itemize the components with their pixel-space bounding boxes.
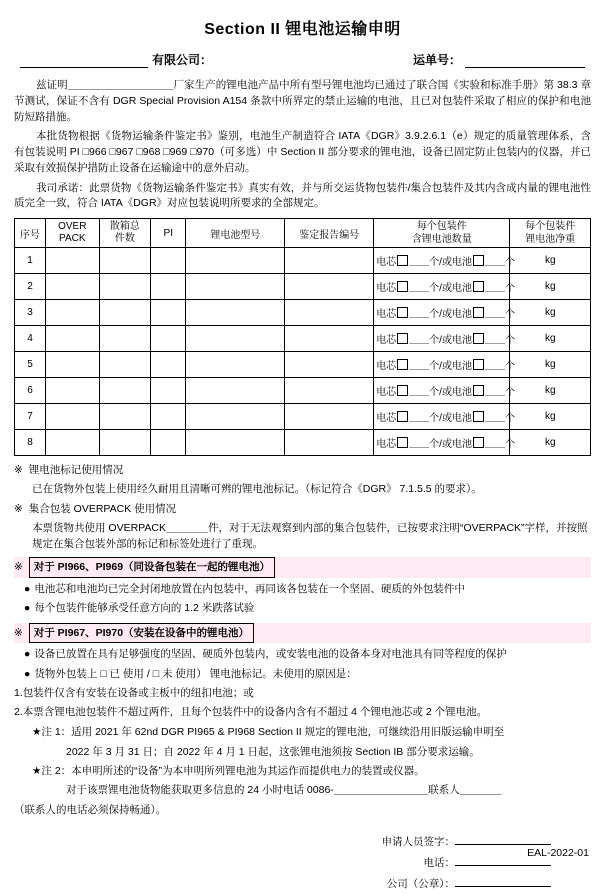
- cell-loose[interactable]: [99, 274, 151, 300]
- note-overpack-heading: [14, 501, 591, 517]
- section-pi967-title: 对于 PI967、PI970（安装在设备中的锂电池）: [29, 623, 254, 643]
- cell-overpack[interactable]: [45, 378, 99, 404]
- section-pi967-heading: [14, 623, 591, 643]
- company-label: 有限公司：: [152, 53, 213, 67]
- signature-company-row: [14, 874, 551, 895]
- cell-model[interactable]: [186, 378, 285, 404]
- star-note-2-text: 本申明所述的“设备”为本申明所列锂电池为其运作而提供电力的装置或仪器。: [71, 764, 425, 777]
- bullet-text: 每个包装件能够承受任意方向的 1.2 米跌落试验: [34, 601, 255, 614]
- cell-no: 4: [15, 326, 46, 352]
- cell-pi[interactable]: [151, 248, 186, 274]
- table-header-row: [15, 219, 591, 248]
- table-row: [15, 300, 591, 326]
- cell-model[interactable]: [186, 404, 285, 430]
- cell-no: 3: [15, 300, 46, 326]
- cell-report[interactable]: [285, 430, 374, 456]
- star-note-1: [14, 724, 591, 740]
- paragraph-3: 我司承诺：此票货物《货物运输条件鉴定书》真实有效，并与所交运货物包装件/集合包装件及其内含成内量的锂电池性质完全一致，符合 IATA《DGR》对应包装说明所要求的全部规定。: [14, 181, 591, 210]
- note-marking-heading: [14, 462, 591, 478]
- bullet-icon: ●: [24, 601, 31, 614]
- cell-overpack[interactable]: [45, 248, 99, 274]
- signature-phone-label: 电话：: [423, 856, 455, 869]
- bullet-text: 设备已放置在具有足够强度的坚固、硬质外包装内，或安装电池的设备本身对电池具有同等程度的保护: [34, 648, 507, 661]
- cell-model[interactable]: [186, 430, 285, 456]
- star-note-1-cont: 2022 年 3 月 31 日；自 2022 年 4 月 1 日起，这张锂电池须按 Section IB 部分要求运输。: [66, 745, 480, 758]
- section-pi966-heading: [14, 557, 591, 577]
- section-pi966-bullet-1: [14, 581, 591, 597]
- cell-no: 5: [15, 352, 46, 378]
- cell-report[interactable]: [285, 352, 374, 378]
- cell-pi[interactable]: [151, 274, 186, 300]
- cell-model[interactable]: [186, 274, 285, 300]
- bullet-icon: ●: [24, 648, 31, 661]
- cell-no: 2: [15, 274, 46, 300]
- emergency-phone-note: （联系人的电话必须保持畅通）。: [14, 803, 167, 816]
- cell-overpack[interactable]: [45, 430, 99, 456]
- bullet-icon: ●: [24, 582, 31, 595]
- cell-report[interactable]: [285, 300, 374, 326]
- section-pi967-bullet-1: [14, 646, 591, 662]
- table-row: [15, 326, 591, 352]
- signature-company-label: 公司（公章）：: [386, 877, 455, 890]
- table-row: [15, 430, 591, 456]
- emergency-phone-line[interactable]: 对于该票锂电池货物能获取更多信息的 24 小时电话 0086-＿＿＿＿＿＿＿＿＿联系人＿＿＿＿: [66, 784, 502, 797]
- cell-net[interactable]: kg: [510, 300, 591, 326]
- th-qty: 每个包装件 含锂电池数量: [374, 219, 510, 248]
- cell-net[interactable]: kg: [510, 326, 591, 352]
- th-loose: 散箱总 件数: [99, 219, 151, 248]
- table-row: [15, 352, 591, 378]
- signature-company-blank[interactable]: [455, 886, 551, 887]
- section-pi966-title: 对于 PI966、PI969（同设备包装在一起的锂电池）: [29, 557, 275, 577]
- waybill-number-blank[interactable]: [465, 53, 585, 68]
- note-marking-body: 已在货物外包装上使用经久耐用且清晰可辨的锂电池标记。（标记符合《DGR》 7.1.5.5 的要求）。: [32, 483, 482, 496]
- waybill-label: 运单号：: [412, 53, 461, 67]
- bullet-text[interactable]: 货物外包装上 □ 已 使用 / □ 未 使用） 锂电池标记。未使用的原因是：: [34, 667, 357, 680]
- cell-qty[interactable]: 电芯 ＿＿个/或电池 ＿＿个: [374, 430, 510, 456]
- signature-block: [14, 832, 591, 895]
- cell-loose[interactable]: [99, 326, 151, 352]
- form-code: EAL-2022-01: [527, 847, 589, 859]
- cell-overpack[interactable]: [45, 274, 99, 300]
- cell-pi[interactable]: [151, 430, 186, 456]
- header-row: [14, 51, 591, 68]
- cell-net[interactable]: kg: [510, 430, 591, 456]
- cell-report[interactable]: [285, 326, 374, 352]
- cell-report[interactable]: [285, 274, 374, 300]
- cell-report[interactable]: [285, 378, 374, 404]
- th-no: 序号: [15, 219, 46, 248]
- cell-pi[interactable]: [151, 352, 186, 378]
- cell-model[interactable]: [186, 352, 285, 378]
- cell-qty[interactable]: 电芯 ＿＿个/或电池 ＿＿个: [374, 404, 510, 430]
- cell-loose[interactable]: [99, 378, 151, 404]
- cell-model[interactable]: [186, 248, 285, 274]
- cell-net[interactable]: kg: [510, 274, 591, 300]
- cell-no: 1: [15, 248, 46, 274]
- cell-loose[interactable]: [99, 352, 151, 378]
- note-marking-title: 锂电池标记使用情况: [28, 464, 124, 476]
- cell-no: 6: [15, 378, 46, 404]
- signature-applicant-blank[interactable]: [455, 844, 551, 845]
- cell-pi[interactable]: [151, 326, 186, 352]
- cell-pi[interactable]: [151, 300, 186, 326]
- section-pi967-reason-1: 1.包装件仅含有安装在设备或主板中的纽扣电池；或: [14, 686, 254, 699]
- company-name-blank[interactable]: [20, 53, 148, 68]
- cell-qty[interactable]: 电芯 ＿＿个/或电池 ＿＿个: [374, 378, 510, 404]
- star-note-1-label: ★注 1：: [32, 726, 72, 739]
- signature-phone-row: [14, 853, 551, 874]
- table-body: [15, 248, 591, 456]
- section-pi967-reason-2: 2.本票含锂电池包装件不超过两件，且每个包装件中的设备内含有不超过 4 个锂电池芯或 2 个锂电池。: [14, 706, 488, 719]
- cell-overpack[interactable]: [45, 300, 99, 326]
- section-pi967-bullet-2: [14, 666, 591, 682]
- cell-loose[interactable]: [99, 430, 151, 456]
- th-net: 每个包装件 锂电池净重: [510, 219, 591, 248]
- table-row: [15, 248, 591, 274]
- cell-report[interactable]: [285, 248, 374, 274]
- cell-no: 7: [15, 404, 46, 430]
- cell-net[interactable]: kg: [510, 248, 591, 274]
- cell-net[interactable]: kg: [510, 404, 591, 430]
- note-overpack-body: 本票货物共使用 OVERPACK＿＿＿＿件，对于无法观察到内部的集合包装件，已按要求注明“OVERPACK”字样，并按照规定在集合包装外部的标记和标签处进行了重现。: [32, 521, 588, 551]
- note-mark-icon: ※: [14, 502, 23, 515]
- th-report: 鉴定报告编号: [285, 219, 374, 248]
- paragraph-1: 兹证明＿＿＿＿＿＿＿＿＿＿厂家生产的锂电池产品中所有型号锂电池均已通过了联合国《实验和标准手册》第 38.3 章节测试，保证不含有 DGR Special Provision A154 条款中所界定的禁止运输的电池，且已对包装件采取了相应的保护和电池防短路措施。: [14, 79, 591, 123]
- signature-applicant-row: [14, 832, 551, 853]
- cell-overpack[interactable]: [45, 352, 99, 378]
- note-overpack-title: 集合包装 OVERPACK 使用情况: [28, 502, 177, 515]
- cell-no: 8: [15, 430, 46, 456]
- cell-qty[interactable]: 电芯 ＿＿个/或电池 ＿＿个: [374, 300, 510, 326]
- note-mark-icon: ※: [14, 561, 23, 574]
- table-row: [15, 404, 591, 430]
- cell-report[interactable]: [285, 404, 374, 430]
- cell-loose[interactable]: [99, 404, 151, 430]
- battery-table: [14, 218, 591, 456]
- section-pi966-bullet-2: [14, 600, 591, 616]
- signature-applicant-label: 申请人员签字：: [381, 835, 455, 848]
- cell-overpack[interactable]: [45, 404, 99, 430]
- cell-pi[interactable]: [151, 378, 186, 404]
- cell-qty[interactable]: 电芯 ＿＿个/或电池 ＿＿个: [374, 352, 510, 378]
- cell-net[interactable]: kg: [510, 378, 591, 404]
- page-title: Section II 锂电池运输申明: [204, 21, 401, 38]
- star-note-1-text: 适用 2021 年 62nd DGR PI965 & PI968 Section II 规定的锂电池，可继续沿用旧版运输申明至: [71, 726, 505, 739]
- cell-loose[interactable]: [99, 300, 151, 326]
- th-model: 锂电池型号: [186, 219, 285, 248]
- cell-model[interactable]: [186, 300, 285, 326]
- cell-model[interactable]: [186, 326, 285, 352]
- th-pi: PI: [151, 219, 186, 248]
- note-mark-icon: ※: [14, 464, 23, 476]
- table-row: [15, 274, 591, 300]
- cell-net[interactable]: kg: [510, 352, 591, 378]
- signature-phone-blank[interactable]: [455, 865, 551, 866]
- bullet-icon: ●: [24, 667, 31, 680]
- cell-qty[interactable]: 电芯 ＿＿个/或电池 ＿＿个: [374, 326, 510, 352]
- cell-qty[interactable]: 电芯 ＿＿个/或电池 ＿＿个: [374, 248, 510, 274]
- note-mark-icon: ※: [14, 627, 23, 640]
- cell-overpack[interactable]: [45, 326, 99, 352]
- th-overpack: OVER PACK: [45, 219, 99, 248]
- cell-qty[interactable]: 电芯 ＿＿个/或电池 ＿＿个: [374, 274, 510, 300]
- cell-pi[interactable]: [151, 404, 186, 430]
- table-row: [15, 378, 591, 404]
- star-note-2-label: ★注 2：: [32, 764, 72, 777]
- cell-loose[interactable]: [99, 248, 151, 274]
- paragraph-2: 本批货物根据《货物运输条件鉴定书》鉴别，电池生产制造符合 IATA《DGR》3.9.2.6.1（e）规定的质量管理体系，含有包装说明 PI □966 □967 □968 □969 □970（可多选）中 Section II 部分要求的锂电池，设备已固定防止包装内的仪器，并已采取有效损保护措防止设备在运输途中的意外启动。: [14, 130, 591, 174]
- star-note-2: [14, 763, 591, 779]
- bullet-text: 电池芯和电池均已完全封闭地放置在内包装中，再同该各包装在一个坚固、硬质的外包装件中: [34, 582, 465, 595]
